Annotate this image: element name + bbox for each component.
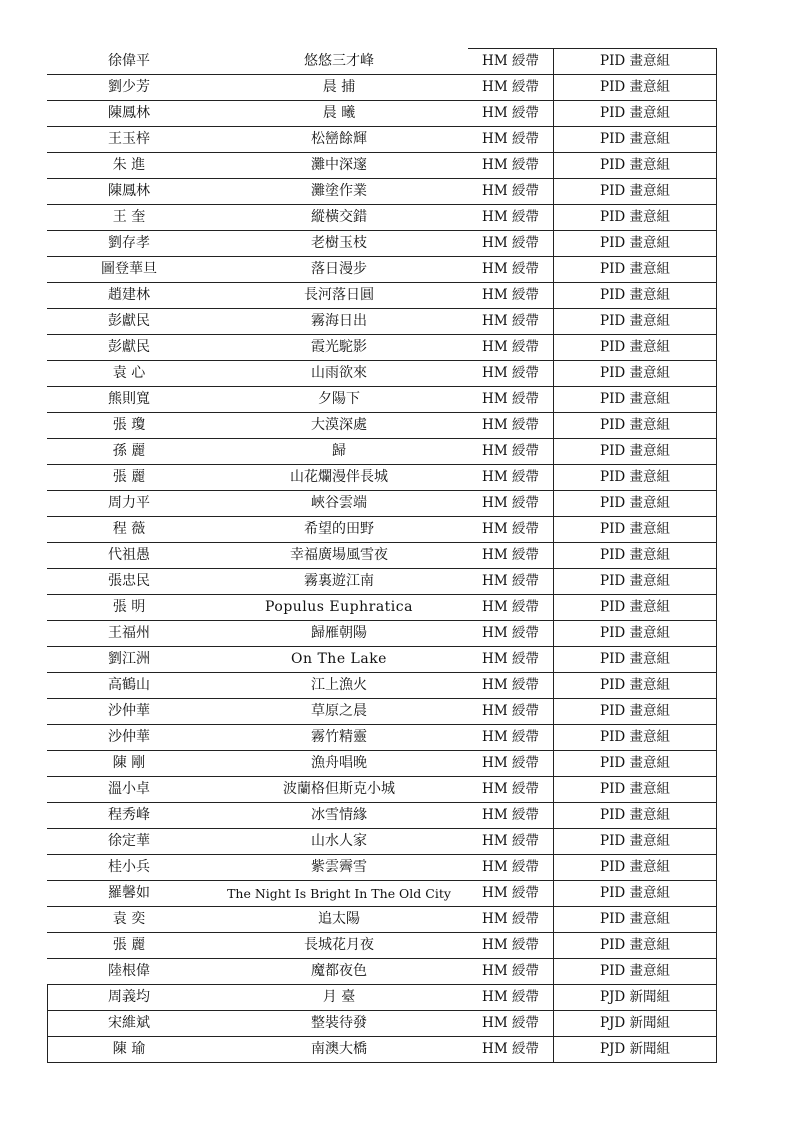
- table-row: [48, 127, 717, 153]
- award-cell: HM 綬帶: [468, 179, 554, 205]
- category-cell: PID 畫意組: [554, 803, 717, 829]
- category-cell: PID 畫意組: [554, 283, 717, 309]
- category-cell: PJD 新聞組: [554, 985, 717, 1011]
- author-cell: 王 奎: [48, 205, 211, 231]
- table-row: [48, 49, 717, 75]
- award-cell: HM 綬帶: [468, 699, 554, 725]
- results-table-body: [48, 49, 717, 1063]
- category-cell: PID 畫意組: [554, 881, 717, 907]
- award-cell: HM 綬帶: [468, 647, 554, 673]
- table-row: [48, 335, 717, 361]
- award-cell: HM 綬帶: [468, 309, 554, 335]
- award-cell: HM 綬帶: [468, 543, 554, 569]
- table-row: [48, 699, 717, 725]
- title-cell: 紫雲霽雪: [211, 855, 468, 881]
- category-cell: PID 畫意組: [554, 361, 717, 387]
- title-cell: 整裝待發: [211, 1011, 468, 1037]
- category-cell: PID 畫意組: [554, 205, 717, 231]
- title-cell: 縱橫交錯: [211, 205, 468, 231]
- category-cell: PID 畫意組: [554, 647, 717, 673]
- award-cell: HM 綬帶: [468, 569, 554, 595]
- title-cell: 魔都夜色: [211, 959, 468, 985]
- author-cell: 劉少芳: [48, 75, 211, 101]
- category-cell: PJD 新聞組: [554, 1011, 717, 1037]
- award-cell: HM 綬帶: [468, 595, 554, 621]
- award-cell: HM 綬帶: [468, 257, 554, 283]
- title-cell: 霧海日出: [211, 309, 468, 335]
- table-row: [48, 829, 717, 855]
- title-cell: 波蘭格但斯克小城: [211, 777, 468, 803]
- title-cell: 落日漫步: [211, 257, 468, 283]
- table-row: [48, 959, 717, 985]
- table-row: [48, 153, 717, 179]
- award-cell: HM 綬帶: [468, 907, 554, 933]
- author-cell: 張 明: [48, 595, 211, 621]
- table-row: [48, 465, 717, 491]
- author-cell: 熊則寬: [48, 387, 211, 413]
- title-cell: 山雨欲來: [211, 361, 468, 387]
- award-cell: HM 綬帶: [468, 361, 554, 387]
- author-cell: 張 瓊: [48, 413, 211, 439]
- award-cell: HM 綬帶: [468, 387, 554, 413]
- author-cell: 陳 剛: [48, 751, 211, 777]
- category-cell: PID 畫意組: [554, 257, 717, 283]
- award-cell: HM 綬帶: [468, 49, 554, 75]
- award-cell: HM 綬帶: [468, 1037, 554, 1063]
- table-row: [48, 673, 717, 699]
- award-cell: HM 綬帶: [468, 413, 554, 439]
- author-cell: 袁 心: [48, 361, 211, 387]
- award-cell: HM 綬帶: [468, 1011, 554, 1037]
- author-cell: 張 麗: [48, 465, 211, 491]
- table-row: [48, 257, 717, 283]
- category-cell: PID 畫意組: [554, 153, 717, 179]
- title-cell: 月 臺: [211, 985, 468, 1011]
- author-cell: 徐定華: [48, 829, 211, 855]
- table-row: [48, 491, 717, 517]
- author-cell: 沙仲華: [48, 725, 211, 751]
- author-cell: 趙建林: [48, 283, 211, 309]
- category-cell: PID 畫意組: [554, 751, 717, 777]
- category-cell: PID 畫意組: [554, 595, 717, 621]
- table-row: [48, 283, 717, 309]
- table-row: [48, 231, 717, 257]
- title-cell: 追太陽: [211, 907, 468, 933]
- table-row: [48, 907, 717, 933]
- title-cell: 漁舟唱晚: [211, 751, 468, 777]
- category-cell: PID 畫意組: [554, 543, 717, 569]
- title-cell: 老樹玉枝: [211, 231, 468, 257]
- category-cell: PJD 新聞組: [554, 1037, 717, 1063]
- author-cell: 圖登華旦: [48, 257, 211, 283]
- award-cell: HM 綬帶: [468, 75, 554, 101]
- title-cell: On The Lake: [211, 647, 468, 673]
- table-row: [48, 881, 717, 907]
- award-cell: HM 綬帶: [468, 231, 554, 257]
- title-cell: 草原之晨: [211, 699, 468, 725]
- award-cell: HM 綬帶: [468, 725, 554, 751]
- category-cell: PID 畫意組: [554, 699, 717, 725]
- table-row: [48, 1037, 717, 1063]
- category-cell: PID 畫意組: [554, 569, 717, 595]
- table-row: [48, 387, 717, 413]
- author-cell: 彭獻民: [48, 335, 211, 361]
- category-cell: PID 畫意組: [554, 387, 717, 413]
- category-cell: PID 畫意組: [554, 309, 717, 335]
- author-cell: 周義均: [48, 985, 211, 1011]
- category-cell: PID 畫意組: [554, 725, 717, 751]
- author-cell: 王福州: [48, 621, 211, 647]
- author-cell: 程 薇: [48, 517, 211, 543]
- award-cell: HM 綬帶: [468, 127, 554, 153]
- award-cell: HM 綬帶: [468, 491, 554, 517]
- title-cell: 南澳大橋: [211, 1037, 468, 1063]
- category-cell: PID 畫意組: [554, 101, 717, 127]
- title-cell: 希望的田野: [211, 517, 468, 543]
- table-row: [48, 75, 717, 101]
- author-cell: 羅馨如: [48, 881, 211, 907]
- category-cell: PID 畫意組: [554, 179, 717, 205]
- table-row: [48, 413, 717, 439]
- author-cell: 張 麗: [48, 933, 211, 959]
- table-row: [48, 621, 717, 647]
- category-cell: PID 畫意組: [554, 829, 717, 855]
- category-cell: PID 畫意組: [554, 855, 717, 881]
- title-cell: 晨 曦: [211, 101, 468, 127]
- category-cell: PID 畫意組: [554, 933, 717, 959]
- table-row: [48, 543, 717, 569]
- author-cell: 桂小兵: [48, 855, 211, 881]
- author-cell: 張忠民: [48, 569, 211, 595]
- title-cell: 悠悠三才峰: [211, 49, 468, 75]
- award-cell: HM 綬帶: [468, 465, 554, 491]
- results-table: [47, 48, 717, 1063]
- table-row: [48, 517, 717, 543]
- table-row: [48, 1011, 717, 1037]
- table-row: [48, 205, 717, 231]
- title-cell: 歸: [211, 439, 468, 465]
- author-cell: 陳鳳林: [48, 101, 211, 127]
- author-cell: 宋維斌: [48, 1011, 211, 1037]
- title-cell: Populus Euphratica: [211, 595, 468, 621]
- table-row: [48, 985, 717, 1011]
- award-cell: HM 綬帶: [468, 621, 554, 647]
- author-cell: 徐偉平: [48, 49, 211, 75]
- award-cell: HM 綬帶: [468, 959, 554, 985]
- author-cell: 代祖愚: [48, 543, 211, 569]
- author-cell: 朱 進: [48, 153, 211, 179]
- table-row: [48, 751, 717, 777]
- author-cell: 陸根偉: [48, 959, 211, 985]
- category-cell: PID 畫意組: [554, 907, 717, 933]
- award-cell: HM 綬帶: [468, 205, 554, 231]
- author-cell: 程秀峰: [48, 803, 211, 829]
- title-cell: 灘塗作業: [211, 179, 468, 205]
- author-cell: 王玉梓: [48, 127, 211, 153]
- title-cell: 長城花月夜: [211, 933, 468, 959]
- title-cell: 大漠深處: [211, 413, 468, 439]
- award-cell: HM 綬帶: [468, 283, 554, 309]
- category-cell: PID 畫意組: [554, 673, 717, 699]
- award-cell: HM 綬帶: [468, 985, 554, 1011]
- title-cell: 長河落日圓: [211, 283, 468, 309]
- author-cell: 陳 瑜: [48, 1037, 211, 1063]
- category-cell: PID 畫意組: [554, 777, 717, 803]
- author-cell: 袁 奕: [48, 907, 211, 933]
- category-cell: PID 畫意組: [554, 465, 717, 491]
- table-row: [48, 803, 717, 829]
- title-cell: 山水人家: [211, 829, 468, 855]
- award-cell: HM 綬帶: [468, 673, 554, 699]
- author-cell: 周力平: [48, 491, 211, 517]
- table-row: [48, 855, 717, 881]
- author-cell: 溫小卓: [48, 777, 211, 803]
- title-cell: 松巒餘輝: [211, 127, 468, 153]
- award-cell: HM 綬帶: [468, 751, 554, 777]
- table-row: [48, 569, 717, 595]
- category-cell: PID 畫意組: [554, 621, 717, 647]
- table-row: [48, 647, 717, 673]
- title-cell: 晨 捕: [211, 75, 468, 101]
- table-row: [48, 439, 717, 465]
- category-cell: PID 畫意組: [554, 49, 717, 75]
- award-cell: HM 綬帶: [468, 101, 554, 127]
- award-cell: HM 綬帶: [468, 153, 554, 179]
- author-cell: 沙仲華: [48, 699, 211, 725]
- award-cell: HM 綬帶: [468, 517, 554, 543]
- table-row: [48, 309, 717, 335]
- category-cell: PID 畫意組: [554, 517, 717, 543]
- table-row: [48, 725, 717, 751]
- award-cell: HM 綬帶: [468, 829, 554, 855]
- award-cell: HM 綬帶: [468, 855, 554, 881]
- author-cell: 高鶴山: [48, 673, 211, 699]
- title-cell: 峽谷雲端: [211, 491, 468, 517]
- category-cell: PID 畫意組: [554, 491, 717, 517]
- category-cell: PID 畫意組: [554, 335, 717, 361]
- award-cell: HM 綬帶: [468, 803, 554, 829]
- table-row: [48, 777, 717, 803]
- title-cell: 冰雪情緣: [211, 803, 468, 829]
- award-cell: HM 綬帶: [468, 777, 554, 803]
- award-cell: HM 綬帶: [468, 933, 554, 959]
- title-cell: 夕陽下: [211, 387, 468, 413]
- table-row: [48, 933, 717, 959]
- title-cell: 霧竹精靈: [211, 725, 468, 751]
- table-row: [48, 179, 717, 205]
- author-cell: 彭獻民: [48, 309, 211, 335]
- category-cell: PID 畫意組: [554, 959, 717, 985]
- title-cell: 江上漁火: [211, 673, 468, 699]
- table-row: [48, 101, 717, 127]
- category-cell: PID 畫意組: [554, 127, 717, 153]
- title-cell: 灘中深邃: [211, 153, 468, 179]
- title-cell: 山花爛漫伴長城: [211, 465, 468, 491]
- author-cell: 陳鳳林: [48, 179, 211, 205]
- award-cell: HM 綬帶: [468, 439, 554, 465]
- title-cell: 幸福廣場風雪夜: [211, 543, 468, 569]
- title-cell: 霧裏遊江南: [211, 569, 468, 595]
- category-cell: PID 畫意組: [554, 75, 717, 101]
- category-cell: PID 畫意組: [554, 439, 717, 465]
- author-cell: 劉存孝: [48, 231, 211, 257]
- author-cell: 劉江洲: [48, 647, 211, 673]
- award-cell: HM 綬帶: [468, 335, 554, 361]
- award-cell: HM 綬帶: [468, 881, 554, 907]
- title-cell: 歸雁朝陽: [211, 621, 468, 647]
- title-cell: The Night Is Bright In The Old City: [211, 881, 468, 907]
- author-cell: 孫 麗: [48, 439, 211, 465]
- category-cell: PID 畫意組: [554, 231, 717, 257]
- table-row: [48, 595, 717, 621]
- category-cell: PID 畫意組: [554, 413, 717, 439]
- table-row: [48, 361, 717, 387]
- title-cell: 霞光駝影: [211, 335, 468, 361]
